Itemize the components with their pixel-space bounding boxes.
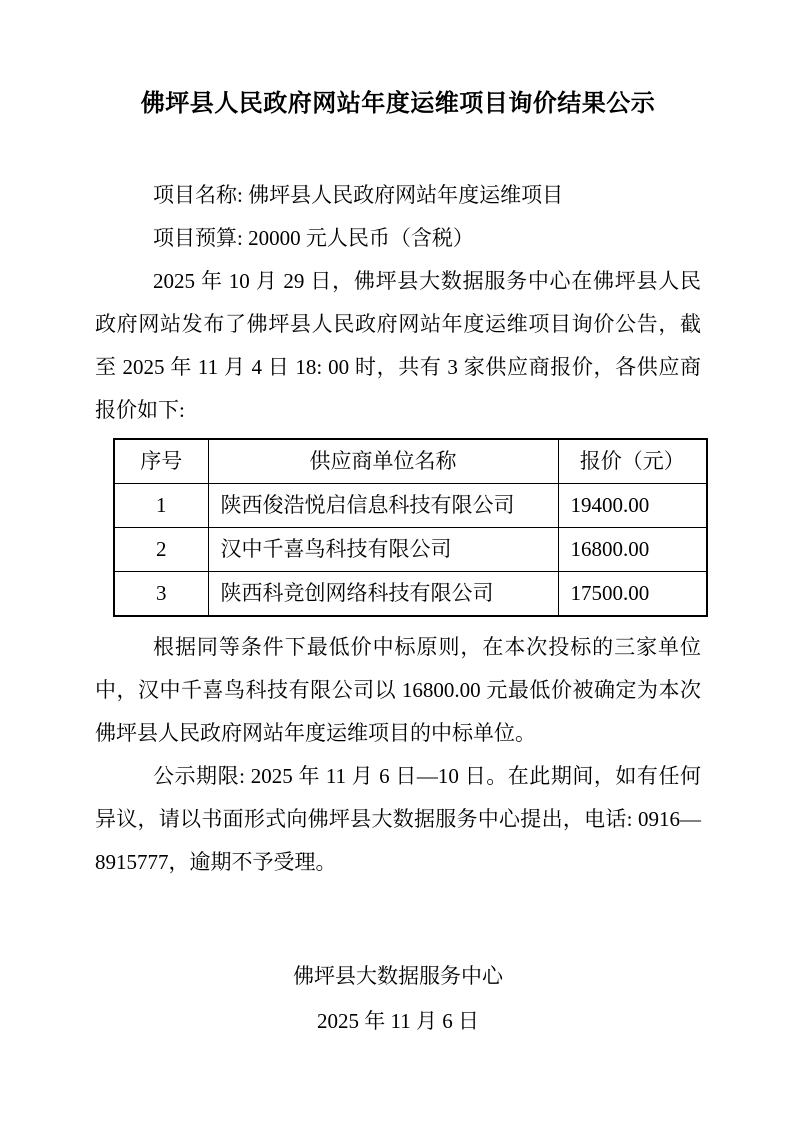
issue-date: 2025 年 11 月 6 日	[317, 1009, 479, 1033]
project-budget-value: 20000 元人民币（含税）	[248, 226, 474, 250]
quote-table-header	[114, 439, 707, 484]
header-supplier-name: 供应商单位名称	[208, 439, 558, 484]
issuer-name: 佛坪县大数据服务中心	[293, 964, 503, 988]
table-row	[114, 484, 707, 528]
header-quote-amount: 报价（元）	[558, 439, 707, 484]
table-row	[114, 572, 707, 617]
project-budget-label: 项目预算:	[153, 226, 249, 250]
row-quote-amount: 16800.00	[558, 528, 707, 572]
row-serial-number: 2	[114, 528, 208, 572]
document-signature	[95, 954, 701, 1044]
document-title: 佛坪县人民政府网站年度运维项目询价结果公示	[140, 91, 656, 117]
result-paragraph: 根据同等条件下最低价中标原则，在本次投标的三家单位中，汉中千喜鸟科技有限公司以 16800.00 元最低价被确定为本次佛坪县人民政府网站年度运维项目的中标单位。	[95, 635, 701, 745]
project-name-line	[95, 174, 701, 217]
table-header-row	[114, 439, 707, 484]
project-name-label: 项目名称:	[153, 183, 249, 207]
project-budget-line	[95, 217, 701, 260]
row-quote-amount: 17500.00	[558, 572, 707, 617]
table-row	[114, 528, 707, 572]
row-serial-number: 1	[114, 484, 208, 528]
supplier-quote-table	[113, 438, 708, 617]
notice-period-paragraph: 公示期限: 2025 年 11 月 6 日—10 日。在此期间，如有任何异议，请以书面形式向佛坪县大数据服务中心提出，电话: 0916—8915777，逾期不予受理。	[95, 764, 701, 874]
row-supplier-name: 陕西俊浩悦启信息科技有限公司	[208, 484, 558, 528]
row-serial-number: 3	[114, 572, 208, 617]
row-supplier-name: 汉中千喜鸟科技有限公司	[208, 528, 558, 572]
row-supplier-name: 陕西科竞创网络科技有限公司	[208, 572, 558, 617]
document-body	[95, 174, 701, 884]
intro-paragraph: 2025 年 10 月 29 日，佛坪县大数据服务中心在佛坪县人民政府网站发布了佛坪县人民政府网站年度运维项目询价公告，截至 2025 年 11 月 4 日 18: 00 时，共有 3 家供应商报价，各供应商报价如下:	[95, 269, 701, 422]
header-serial-number: 序号	[114, 439, 208, 484]
quote-table-body	[114, 484, 707, 617]
project-name-value: 佛坪县人民政府网站年度运维项目	[248, 183, 564, 207]
row-quote-amount: 19400.00	[558, 484, 707, 528]
